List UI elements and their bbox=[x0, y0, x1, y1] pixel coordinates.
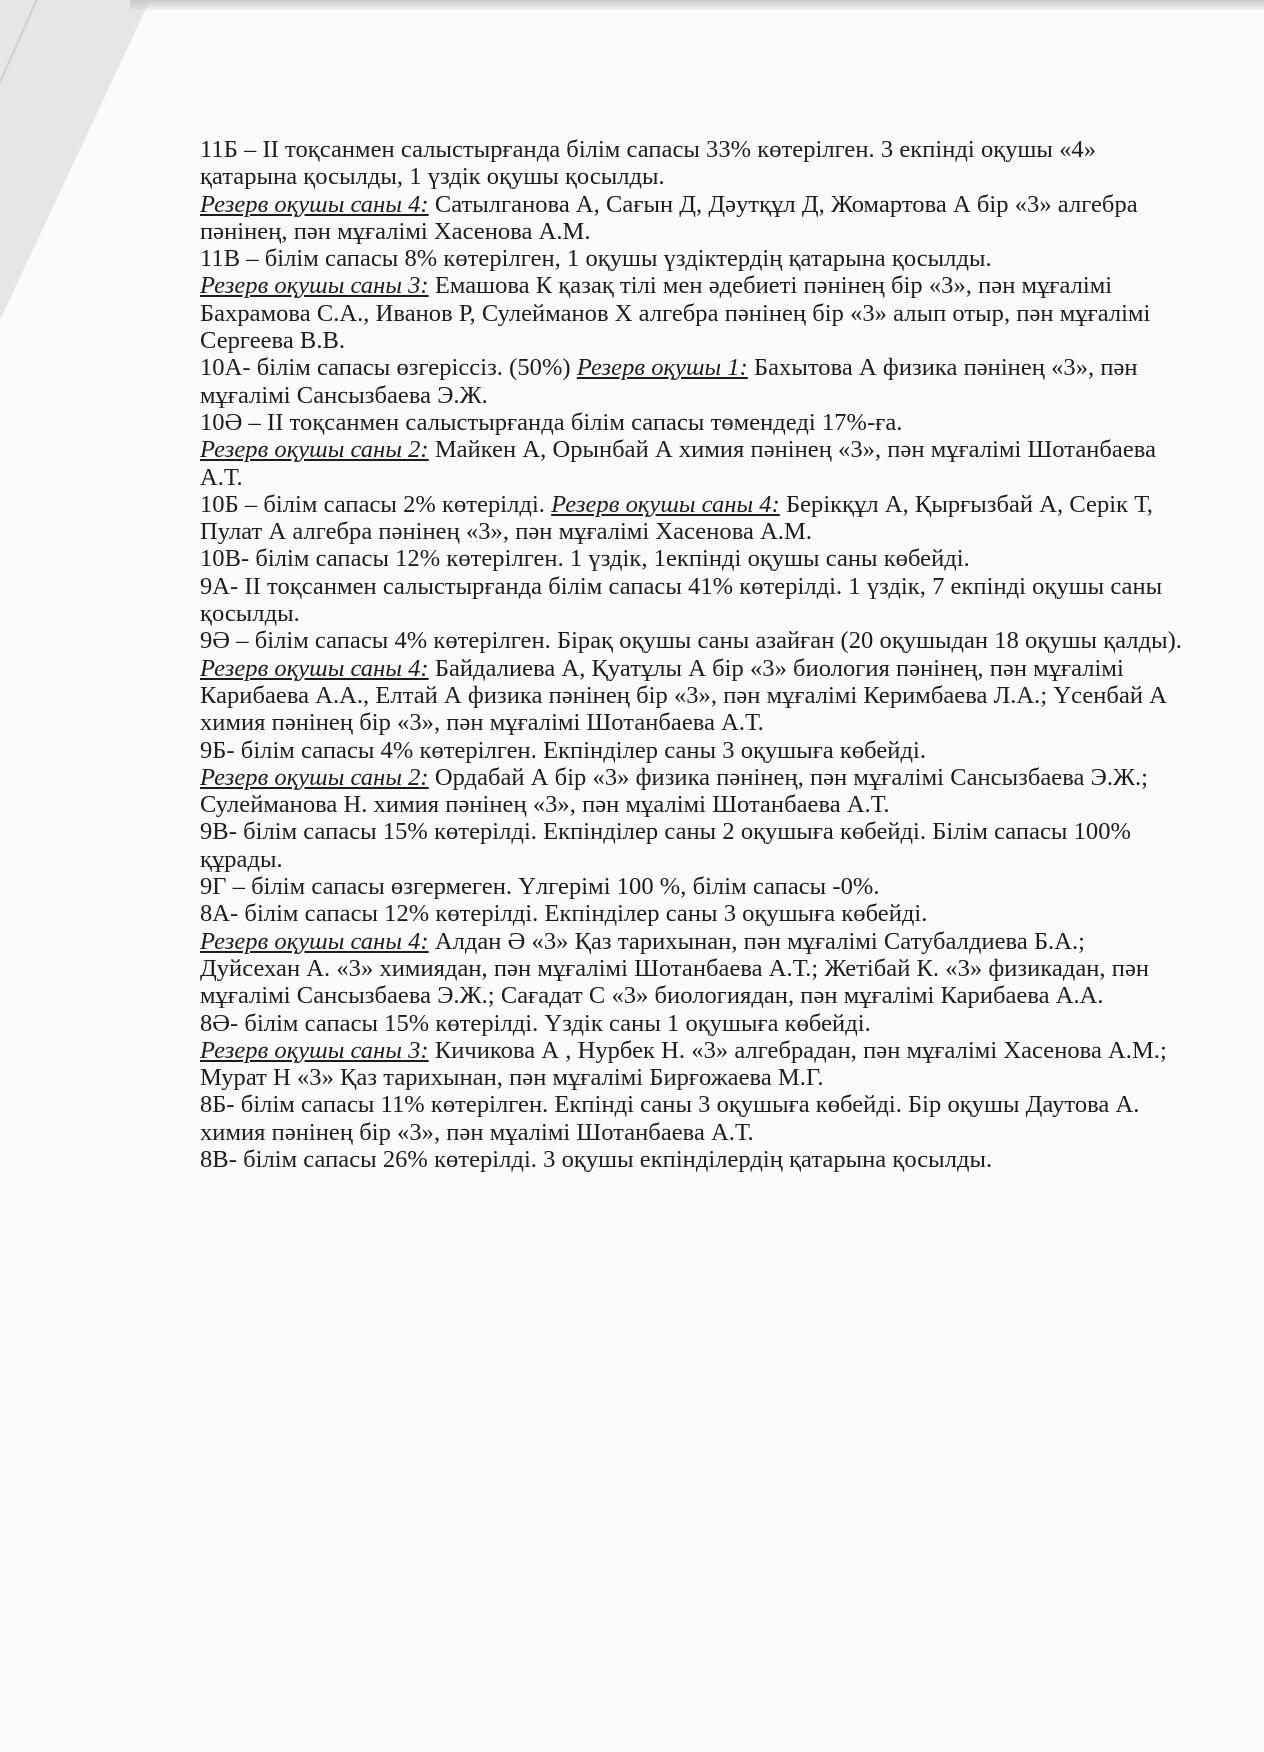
paragraph bbox=[200, 928, 1190, 1010]
paragraph-text: Бахытова А физика пәнінең «3», пән мұғалімі Сансызбаева Э.Ж. bbox=[200, 354, 1138, 409]
paragraph-text: 10Б – білім сапасы 2% көтерілді. bbox=[200, 490, 552, 518]
paragraph bbox=[200, 764, 1190, 819]
paragraph-text: Алдан Ә «3» Қаз тарихынан, пән мұғалімі Сатубалдиева Б.А.; Дуйсехан А. «3» химиядан, пән мұғалімі Шотанбаева А.Т.; Жетібай К. «3» физикадан, пән мұғалімі Сансызбаева Э.Ж.; Сағадат С «3» биологиядан, пән мұғалімі Карибаева А.А. bbox=[200, 927, 1150, 1010]
paragraph-text: 9Г – білім сапасы өзгермеген. Үлгерімі 100 %, білім сапасы -0%. bbox=[200, 873, 880, 901]
paragraph-text: Берікқұл А, Қырғызбай А, Серік Т, Пулат А алгебра пәнінең «3», пән мұғалімі Хасенова А.М. bbox=[200, 490, 1153, 546]
paragraph-text: 8А- білім сапасы 12% көтерілді. Екпінділер саны 3 оқушыға көбейді. bbox=[200, 900, 928, 928]
reserve-label: Резерв оқушы саны 3: bbox=[200, 1036, 429, 1064]
reserve-label: Резерв оқушы саны 2: bbox=[200, 436, 429, 464]
paragraph-text: 9Ә – білім сапасы 4% көтерілген. Бірақ оқушы саны азайған (20 оқушыдан 18 оқушы қалды). bbox=[200, 627, 1182, 655]
paragraph-text: 10В- білім сапасы 12% көтерілген. 1 үздік, 1екпінді оқушы саны көбейді. bbox=[200, 545, 970, 573]
paragraph bbox=[200, 545, 1190, 572]
paragraph bbox=[200, 409, 1190, 436]
reserve-label: Резерв оқушы саны 2: bbox=[200, 763, 429, 791]
reserve-label: Резерв оқушы саны 4: bbox=[551, 490, 780, 518]
paragraph-text: 9А- ІІ тоқсанмен салыстырғанда білім сапасы 41% көтерілді. 1 үздік, 7 екпінді оқушы саны қосылды. bbox=[200, 572, 1163, 628]
paragraph-text: Ордабай А бір «3» физика пәнінең, пән мұғалімі Сансызбаева Э.Ж.; Сулейманова Н. химия пәнінең «3», пән мұалімі Шотанбаева А.Т. bbox=[200, 763, 1149, 819]
paragraph bbox=[200, 272, 1190, 354]
paragraph-text: 11В – білім сапасы 8% көтерілген, 1 оқушы үздіктердің қатарына қосылды. bbox=[200, 245, 992, 273]
folded-corner bbox=[0, 0, 150, 320]
paragraph-text: 9В- білім сапасы 15% көтерілді. Екпінділер саны 2 оқушыға көбейді. Білім сапасы 100% құрады. bbox=[200, 818, 1131, 873]
paragraph-text: 8В- білім сапасы 26% көтерілді. 3 оқушы екпінділердің қатарына қосылды. bbox=[200, 1145, 993, 1173]
paragraph bbox=[200, 1037, 1190, 1092]
paragraph-text: 11Б – ІІ тоқсанмен салыстырғанда білім сапасы 33% көтерілген. 3 екпінді оқушы «4» қатарына қосылды, 1 үздік оқушы қосылды. bbox=[200, 136, 1097, 191]
paragraph bbox=[200, 136, 1190, 191]
paragraph-text: 8Ә- білім сапасы 15% көтерілді. Үздік саны 1 оқушыға көбейді. bbox=[200, 1009, 871, 1037]
paragraph bbox=[200, 245, 1190, 272]
report-text bbox=[200, 136, 1190, 1173]
paragraph bbox=[200, 354, 1190, 409]
paragraph-text: 10Ә – ІІ тоқсанмен салыстырғанда білім сапасы төмендеді 17%-ға. bbox=[200, 408, 903, 436]
reserve-label: Резерв оқушы саны 3: bbox=[200, 272, 429, 300]
paragraph-text: Кичикова А , Нурбек Н. «3» алгебрадан, пән мұғалімі Хасенова А.М.; Мурат Н «3» Қаз тарихынан, пән мұғалімі Бирғожаева М.Г. bbox=[200, 1036, 1167, 1092]
paragraph bbox=[200, 873, 1190, 900]
paragraph bbox=[200, 627, 1190, 736]
paragraph-text: 10А- білім сапасы өзгеріссіз. (50%) bbox=[200, 354, 577, 382]
paragraph bbox=[200, 1091, 1190, 1146]
paragraph bbox=[200, 491, 1190, 546]
top-edge-shadow bbox=[130, 0, 1264, 12]
paragraph-text: Майкен А, Орынбай А химия пәнінең «3», пән мұғалімі Шотанбаева А.Т. bbox=[200, 436, 1157, 491]
reserve-label: Резерв оқушы саны 4: bbox=[200, 927, 429, 955]
paragraph bbox=[200, 818, 1190, 873]
paragraph bbox=[200, 900, 1190, 927]
reserve-label: Резерв оқушы саны 4: bbox=[200, 190, 429, 218]
paragraph bbox=[200, 1010, 1190, 1037]
paragraph bbox=[200, 436, 1190, 491]
paragraph bbox=[200, 1146, 1190, 1173]
paragraph-text: Емашова К қазақ тілі мен әдебиеті пәнінең бір «3», пән мұғалімі Бахрамова С.А., Иванов Р, Сулейманов Х алгебра пәнінең бір «3» алып отыр, пән мұғалімі Сергеева В.В. bbox=[200, 272, 1151, 355]
reserve-label: Резерв оқушы 1: bbox=[576, 354, 748, 382]
paragraph bbox=[200, 737, 1190, 764]
paragraph-text: 9Б- білім сапасы 4% көтерілген. Екпінділер саны 3 оқушыға көбейді. bbox=[200, 736, 926, 764]
paragraph bbox=[200, 191, 1190, 246]
paragraph-text: Сатылганова А, Сағын Д, Дәутқұл Д, Жомартова А бір «3» алгебра пәнінең, пән мұғалімі Хасенова А.М. bbox=[200, 190, 1138, 245]
paragraph-text: Байдалиева А, Қуатұлы А бір «3» биология пәнінең, пән мұғалімі Карибаева А.А., Елтай А физика пәнінең бір «3», пән мұғалімі Керимбаева Л.А.; Үсенбай А химия пәнінең бір «3», пән мұғалімі Шотанбаева А.Т. bbox=[200, 654, 1167, 737]
paragraph-text: 8Б- білім сапасы 11% көтерілген. Екпінді саны 3 оқушыға көбейді. Бір оқушы Даутова А. химия пәнінең бір «3», пән мұалімі Шотанбаева А.Т. bbox=[200, 1091, 1140, 1146]
reserve-label: Резерв оқушы саны 4: bbox=[200, 654, 429, 682]
paragraph bbox=[200, 573, 1190, 628]
